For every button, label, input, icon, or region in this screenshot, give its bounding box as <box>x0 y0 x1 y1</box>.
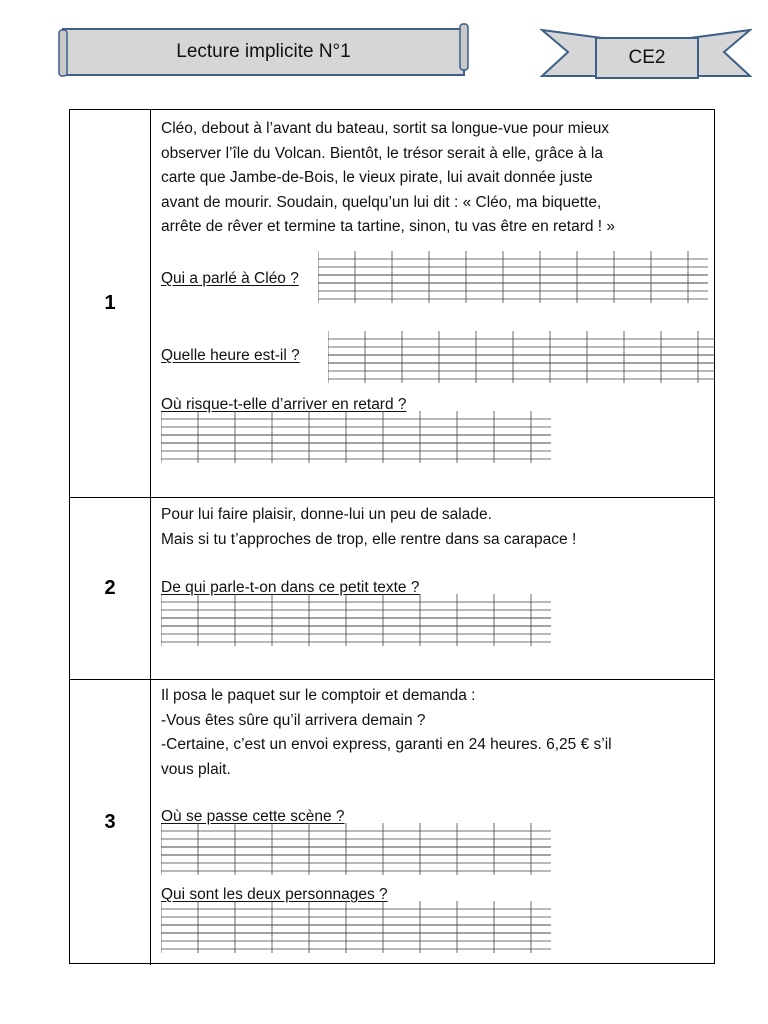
exercise-number: 2 <box>70 498 151 679</box>
answer-lines[interactable] <box>318 251 708 303</box>
text-line: avant de mourir. Soudain, quelqu’un lui dit : « Cléo, ma biquette, <box>161 193 602 211</box>
text-line: Pour lui faire plaisir, donne-lui un peu de salade. <box>161 506 492 523</box>
writing-grid-icon <box>161 594 551 646</box>
exercise-table <box>69 109 715 964</box>
text-line: -Vous êtes sûre qu’il arrivera demain ? <box>161 711 426 729</box>
exercise-row-3 <box>70 679 714 965</box>
writing-grid-icon <box>161 823 551 875</box>
level-label: CE2 <box>628 47 666 68</box>
text-line: vous plait. <box>161 760 231 778</box>
answer-lines[interactable] <box>328 331 715 383</box>
answer-lines[interactable] <box>161 594 551 646</box>
page-title: Lecture implicite N°1 <box>176 41 351 62</box>
title-banner <box>62 28 465 76</box>
exercise-text <box>161 684 706 782</box>
question-label: De qui parle-t-on dans ce petit texte ? <box>161 579 420 596</box>
exercise-text <box>161 117 706 240</box>
exercise-row-2 <box>70 497 714 679</box>
text-line: -Certaine, c’est un envoi express, garanti en 24 heures. 6,25 € s’il <box>161 736 612 753</box>
question-label: Quelle heure est-il ? <box>161 347 300 364</box>
exercise-text <box>161 503 706 552</box>
question-label: Où se passe cette scène ? <box>161 808 345 825</box>
answer-lines[interactable] <box>161 901 551 953</box>
answer-lines[interactable] <box>161 823 551 875</box>
text-line: Cléo, debout à l’avant du bateau, sortit sa longue-vue pour mieux <box>161 120 610 137</box>
text-line: Mais si tu t’approches de trop, elle rentre dans sa carapace ! <box>161 530 577 548</box>
exercise-number: 3 <box>70 680 151 965</box>
text-line: observer l’île du Volcan. Bientôt, le trésor serait à elle, grâce à la <box>161 144 603 162</box>
writing-grid-icon <box>328 331 715 383</box>
exercise-number: 1 <box>70 110 151 497</box>
question-label: Qui a parlé à Cléo ? <box>161 270 299 287</box>
text-line: Il posa le paquet sur le comptoir et demanda : <box>161 687 476 704</box>
text-line: carte que Jambe-de-Bois, le vieux pirate, lui avait donnée juste <box>161 169 593 186</box>
writing-grid-icon <box>161 411 551 463</box>
answer-lines[interactable] <box>161 411 551 463</box>
exercise-row-1 <box>70 110 714 497</box>
writing-grid-icon <box>161 901 551 953</box>
text-line: arrête de rêver et termine ta tartine, sinon, tu vas être en retard ! » <box>161 218 616 235</box>
writing-grid-icon <box>318 251 708 303</box>
question-label: Où risque-t-elle d’arriver en retard ? <box>161 396 407 413</box>
question-label: Qui sont les deux personnages ? <box>161 886 388 903</box>
